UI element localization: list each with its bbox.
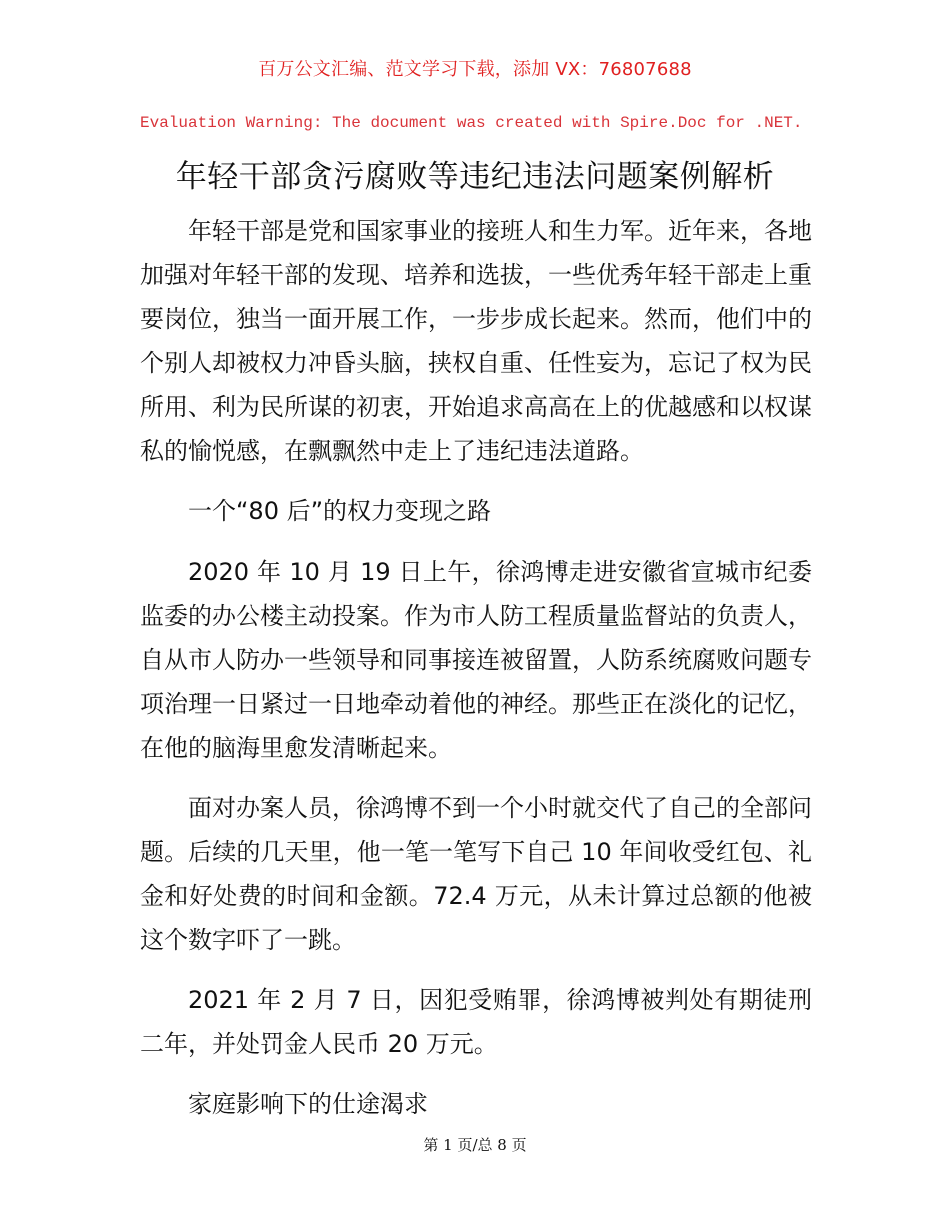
evaluation-warning: Evaluation Warning: The document was created with Spire.Doc for .NET. <box>140 114 803 132</box>
section-heading: 家庭影响下的仕途渴求 <box>188 1090 428 1118</box>
paragraph: 面对办案人员，徐鸿博不到一个小时就交代了自己的全部问题。后续的几天里，他一笔一笔写下自己 10 年间收受红包、礼金和好处费的时间和金额。72.4 万元，从未计算过总额的他被这个数字吓了一跳。 <box>140 794 812 954</box>
document-title: 年轻干部贪污腐败等违纪违法问题案例解析 <box>175 159 775 195</box>
paragraph: 2021 年 2 月 7 日，因犯受贿罪，徐鸿博被判处有期徒刑二年，并处罚金人民币 20 万元。 <box>140 986 812 1058</box>
document-body <box>140 209 812 1143</box>
page-indicator: 第 1 页/总 8 页 <box>423 1136 527 1154</box>
section-heading: 一个“80 后”的权力变现之路 <box>188 497 492 525</box>
header-banner: 百万公文汇编、范文学习下载，添加 VX：76807688 <box>258 59 692 80</box>
paragraph-intro: 年轻干部是党和国家事业的接班人和生力军。近年来，各地加强对年轻干部的发现、培养和选拔，一些优秀年轻干部走上重要岗位，独当一面开展工作，一步步成长起来。然而，他们中的个别人却被权力冲昏头脑，挟权自重、任性妄为，忘记了权为民所用、利为民所谋的初衷，开始追求高高在上的优越感和以权谋私的愉悦感，在飘飘然中走上了违纪违法道路。 <box>140 217 812 465</box>
paragraph: 2020 年 10 月 19 日上午，徐鸿博走进安徽省宣城市纪委监委的办公楼主动投案。作为市人防工程质量监督站的负责人，自从市人防办一些领导和同事接连被留置，人防系统腐败问题专项治理一日紧过一日地牵动着他的神经。那些正在淡化的记忆，在他的脑海里愈发清晰起来。 <box>140 558 812 762</box>
